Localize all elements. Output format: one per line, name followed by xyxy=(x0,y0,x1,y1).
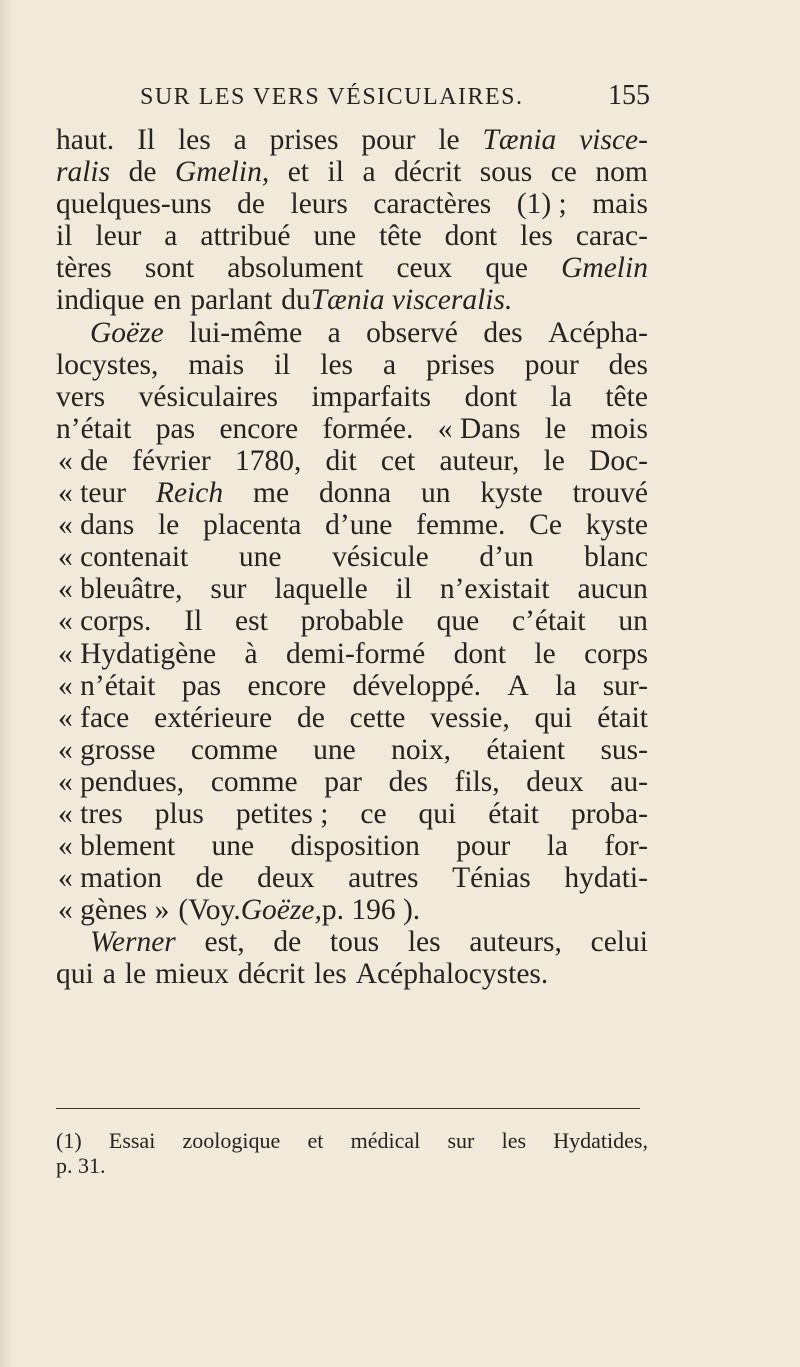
word: trouvé xyxy=(572,477,648,510)
page-edge xyxy=(0,0,14,1367)
word: ce xyxy=(550,156,577,189)
italic-word: Goëze xyxy=(90,316,164,349)
text-line xyxy=(56,252,648,284)
word: vessie, xyxy=(430,701,510,734)
word: p. 31. xyxy=(56,1153,106,1178)
text-line xyxy=(56,220,648,252)
word: Il xyxy=(137,124,156,156)
word: kyste xyxy=(480,477,543,510)
word: de xyxy=(195,862,224,895)
word: leur xyxy=(95,220,142,253)
word: dont xyxy=(453,637,507,670)
word: les xyxy=(501,1128,527,1153)
word: les xyxy=(520,220,553,253)
word: des xyxy=(608,348,648,381)
word: il xyxy=(273,348,291,381)
word: absolument xyxy=(227,252,364,285)
word: formée. xyxy=(322,412,414,445)
word: A xyxy=(507,669,529,702)
word: quelques-uns xyxy=(56,188,212,221)
word: carac- xyxy=(575,220,648,253)
word: Essai xyxy=(108,1128,156,1153)
word: observé xyxy=(366,316,458,349)
word: leurs xyxy=(290,188,348,221)
word: « de xyxy=(58,444,108,477)
word: « face xyxy=(58,701,130,734)
text-line xyxy=(56,830,648,862)
text-line xyxy=(56,284,648,316)
word: prises xyxy=(425,348,495,381)
word: « gènes » xyxy=(58,894,170,927)
footnote-divider xyxy=(56,1108,640,1109)
page-number: 155 xyxy=(608,80,650,111)
word: et xyxy=(307,1128,324,1153)
word: tères xyxy=(56,252,112,285)
italic-word: Gmelin xyxy=(561,252,648,285)
word: locystes, xyxy=(56,348,159,381)
word: du xyxy=(281,284,311,317)
footnote-line xyxy=(56,1153,648,1178)
italic-word: Tænia xyxy=(482,124,557,156)
word: comme xyxy=(210,765,298,798)
word: n’était xyxy=(56,412,132,445)
word: noix, xyxy=(391,733,451,766)
word: tête xyxy=(605,380,648,413)
word: femme. xyxy=(416,509,506,542)
word: caractères xyxy=(373,188,492,221)
word: « mation xyxy=(58,862,163,895)
italic-word: Werner xyxy=(90,926,176,959)
word: attribué xyxy=(200,220,291,253)
word: les xyxy=(320,348,354,381)
word: et xyxy=(287,156,310,189)
word: demi-formé xyxy=(285,637,426,670)
word: une xyxy=(211,830,255,863)
word: les xyxy=(314,958,347,991)
word: probable xyxy=(300,605,404,638)
word: un xyxy=(618,605,648,638)
word: d’une xyxy=(325,509,393,542)
running-header xyxy=(140,80,650,116)
word: a xyxy=(382,348,397,381)
word: auteurs, xyxy=(469,926,562,959)
text-line xyxy=(56,349,648,381)
word: a xyxy=(164,220,178,253)
word: « dans xyxy=(58,509,135,542)
word: des xyxy=(483,316,523,349)
word: pour xyxy=(456,830,511,863)
word: encore xyxy=(247,669,327,702)
word: mais xyxy=(188,348,245,381)
text-line xyxy=(56,958,648,990)
word: sont xyxy=(144,252,195,285)
word: imparfaits xyxy=(311,380,432,413)
word: a xyxy=(102,958,116,991)
word: vésiculaires xyxy=(138,380,278,413)
word: encore xyxy=(219,412,299,445)
word: 1780, xyxy=(234,444,302,477)
word: Ce xyxy=(529,509,562,542)
text-line xyxy=(56,541,648,573)
word: extérieure xyxy=(154,701,273,734)
word: auteur, xyxy=(439,444,520,477)
word: autres xyxy=(348,862,419,895)
word: dit xyxy=(325,444,357,477)
word: sur xyxy=(447,1128,475,1153)
italic-word: Gmelin, xyxy=(174,156,270,189)
word: plus xyxy=(154,797,204,830)
word: dont xyxy=(444,220,498,253)
word: Acépha- xyxy=(548,316,648,349)
word: petites ; xyxy=(235,797,329,830)
italic-word: Tænia visceralis. xyxy=(310,284,513,317)
text-line xyxy=(56,702,648,734)
word: la xyxy=(555,669,577,702)
text-line xyxy=(56,638,648,670)
word: vers xyxy=(56,380,106,413)
word: une xyxy=(238,541,282,574)
word: « bleuâtre, xyxy=(58,573,183,606)
word: au- xyxy=(610,765,648,798)
text-line xyxy=(56,317,648,349)
word: ceux xyxy=(396,252,453,285)
word: il xyxy=(395,573,412,606)
word: le xyxy=(543,444,565,477)
word: était xyxy=(488,797,539,830)
word: Il xyxy=(184,605,203,638)
word: donna xyxy=(318,477,392,510)
word: sus- xyxy=(600,733,648,766)
text-line xyxy=(56,605,648,637)
word: me xyxy=(253,477,290,510)
text-line xyxy=(56,124,648,156)
body-text xyxy=(56,124,648,991)
word: a xyxy=(233,124,247,156)
text-line xyxy=(56,766,648,798)
word: étaient xyxy=(486,733,566,766)
text-line xyxy=(56,445,648,477)
word: d’un xyxy=(479,541,534,574)
word: (1) ; xyxy=(516,188,567,221)
word: disposition xyxy=(290,830,420,863)
word: la xyxy=(546,830,568,863)
word: le xyxy=(438,124,460,156)
word: p. 196 ). xyxy=(321,894,421,927)
text-line xyxy=(56,156,648,188)
word: indique xyxy=(56,284,145,317)
word: le xyxy=(124,958,147,991)
word: c’était xyxy=(511,605,586,638)
word: mais xyxy=(592,188,648,221)
word: nom xyxy=(595,156,648,189)
word: mois xyxy=(590,412,648,445)
word: Acéphalocystes. xyxy=(355,958,549,991)
word: en xyxy=(153,284,182,317)
word: vésicule xyxy=(332,541,429,574)
text-line xyxy=(56,798,648,830)
word: celui xyxy=(590,926,648,959)
word: décrit xyxy=(237,958,305,991)
word: (1) xyxy=(56,1128,82,1153)
text-line xyxy=(56,381,648,413)
word: les xyxy=(407,926,441,959)
word: de xyxy=(237,188,266,221)
word: qui xyxy=(56,958,94,991)
word: aucun xyxy=(577,573,648,606)
running-title: SUR LES VERS VÉSICULAIRES. xyxy=(140,84,524,110)
word: de xyxy=(296,701,325,734)
word: que xyxy=(436,605,480,638)
text-line xyxy=(56,509,648,541)
footnote xyxy=(56,1128,648,1178)
word: de xyxy=(128,156,157,189)
word: « n’était xyxy=(58,669,156,702)
text-line xyxy=(56,413,648,445)
word: ce xyxy=(360,797,387,830)
word: pour xyxy=(361,124,416,156)
word: « blement xyxy=(58,830,176,863)
word: février xyxy=(132,444,211,477)
word: des xyxy=(388,765,428,798)
word: dont xyxy=(464,380,518,413)
word: décrit xyxy=(394,156,462,189)
word: « contenait xyxy=(58,541,189,574)
word: pas xyxy=(181,669,222,702)
word: Ténias xyxy=(452,862,531,895)
word: une xyxy=(313,220,357,253)
word: sur xyxy=(210,573,247,606)
word: proba- xyxy=(570,797,648,830)
word: sur- xyxy=(602,669,648,702)
italic-word: ralis xyxy=(56,156,111,189)
word: for- xyxy=(604,830,648,863)
text-line xyxy=(56,926,648,958)
italic-word: Goëze, xyxy=(240,894,322,927)
word: « Hydatigène xyxy=(58,637,217,670)
word: « Dans xyxy=(437,412,521,445)
text-line xyxy=(56,477,648,509)
text-line xyxy=(56,573,648,605)
word: « corps. xyxy=(58,605,152,638)
word: est, xyxy=(204,926,245,959)
word: a xyxy=(362,156,376,189)
word: prises xyxy=(269,124,339,156)
word: « pendues, xyxy=(58,765,185,798)
word: cet xyxy=(380,444,416,477)
word: tous xyxy=(329,926,380,959)
italic-word: Reich xyxy=(155,477,224,510)
word: placenta xyxy=(203,509,302,542)
word: parlant xyxy=(190,284,273,317)
word: mieux xyxy=(155,958,229,991)
word: les xyxy=(177,124,211,156)
word: il xyxy=(327,156,344,189)
word: (Voy. xyxy=(178,894,241,927)
text-line xyxy=(56,862,648,894)
word: « tres xyxy=(58,797,123,830)
italic-word: visce- xyxy=(579,124,648,156)
word: kyste xyxy=(585,509,648,542)
word: médical xyxy=(350,1128,421,1153)
word: était xyxy=(597,701,648,734)
word: est xyxy=(235,605,268,638)
word: pour xyxy=(524,348,579,381)
word: la xyxy=(550,380,572,413)
word: que xyxy=(485,252,528,285)
word: deux xyxy=(257,862,315,895)
word: cette xyxy=(349,701,406,734)
word: zoologique xyxy=(182,1128,281,1153)
word: pas xyxy=(155,412,196,445)
word: comme xyxy=(190,733,278,766)
word: blanc xyxy=(584,541,648,574)
word: développé. xyxy=(352,669,482,702)
word: deux xyxy=(526,765,584,798)
word: corps xyxy=(584,637,648,670)
word: haut. xyxy=(56,124,115,156)
word: lui-même xyxy=(189,316,303,349)
word: le xyxy=(534,637,556,670)
word: le xyxy=(544,412,567,445)
word: qui xyxy=(534,701,573,734)
text-line xyxy=(56,670,648,702)
word: à xyxy=(244,637,258,670)
word: hydati- xyxy=(564,862,648,895)
footnote-line xyxy=(56,1128,648,1153)
word: tête xyxy=(379,220,422,253)
word: Hydatides, xyxy=(553,1128,648,1153)
word: le xyxy=(157,509,180,542)
word: Doc- xyxy=(589,444,648,477)
word: n’existait xyxy=(439,573,550,606)
word: fils, xyxy=(454,765,500,798)
word: par xyxy=(324,765,362,798)
word: « grosse xyxy=(58,733,156,766)
word: une xyxy=(313,733,356,766)
word: il xyxy=(56,220,73,253)
word: sous xyxy=(479,156,533,189)
word: « teur xyxy=(58,477,126,510)
text-line xyxy=(56,188,648,220)
text-line xyxy=(56,894,648,926)
text-line xyxy=(56,734,648,766)
word: un xyxy=(420,477,451,510)
word: laquelle xyxy=(274,573,368,606)
word: a xyxy=(327,316,341,349)
word: qui xyxy=(418,797,457,830)
word: de xyxy=(273,926,302,959)
